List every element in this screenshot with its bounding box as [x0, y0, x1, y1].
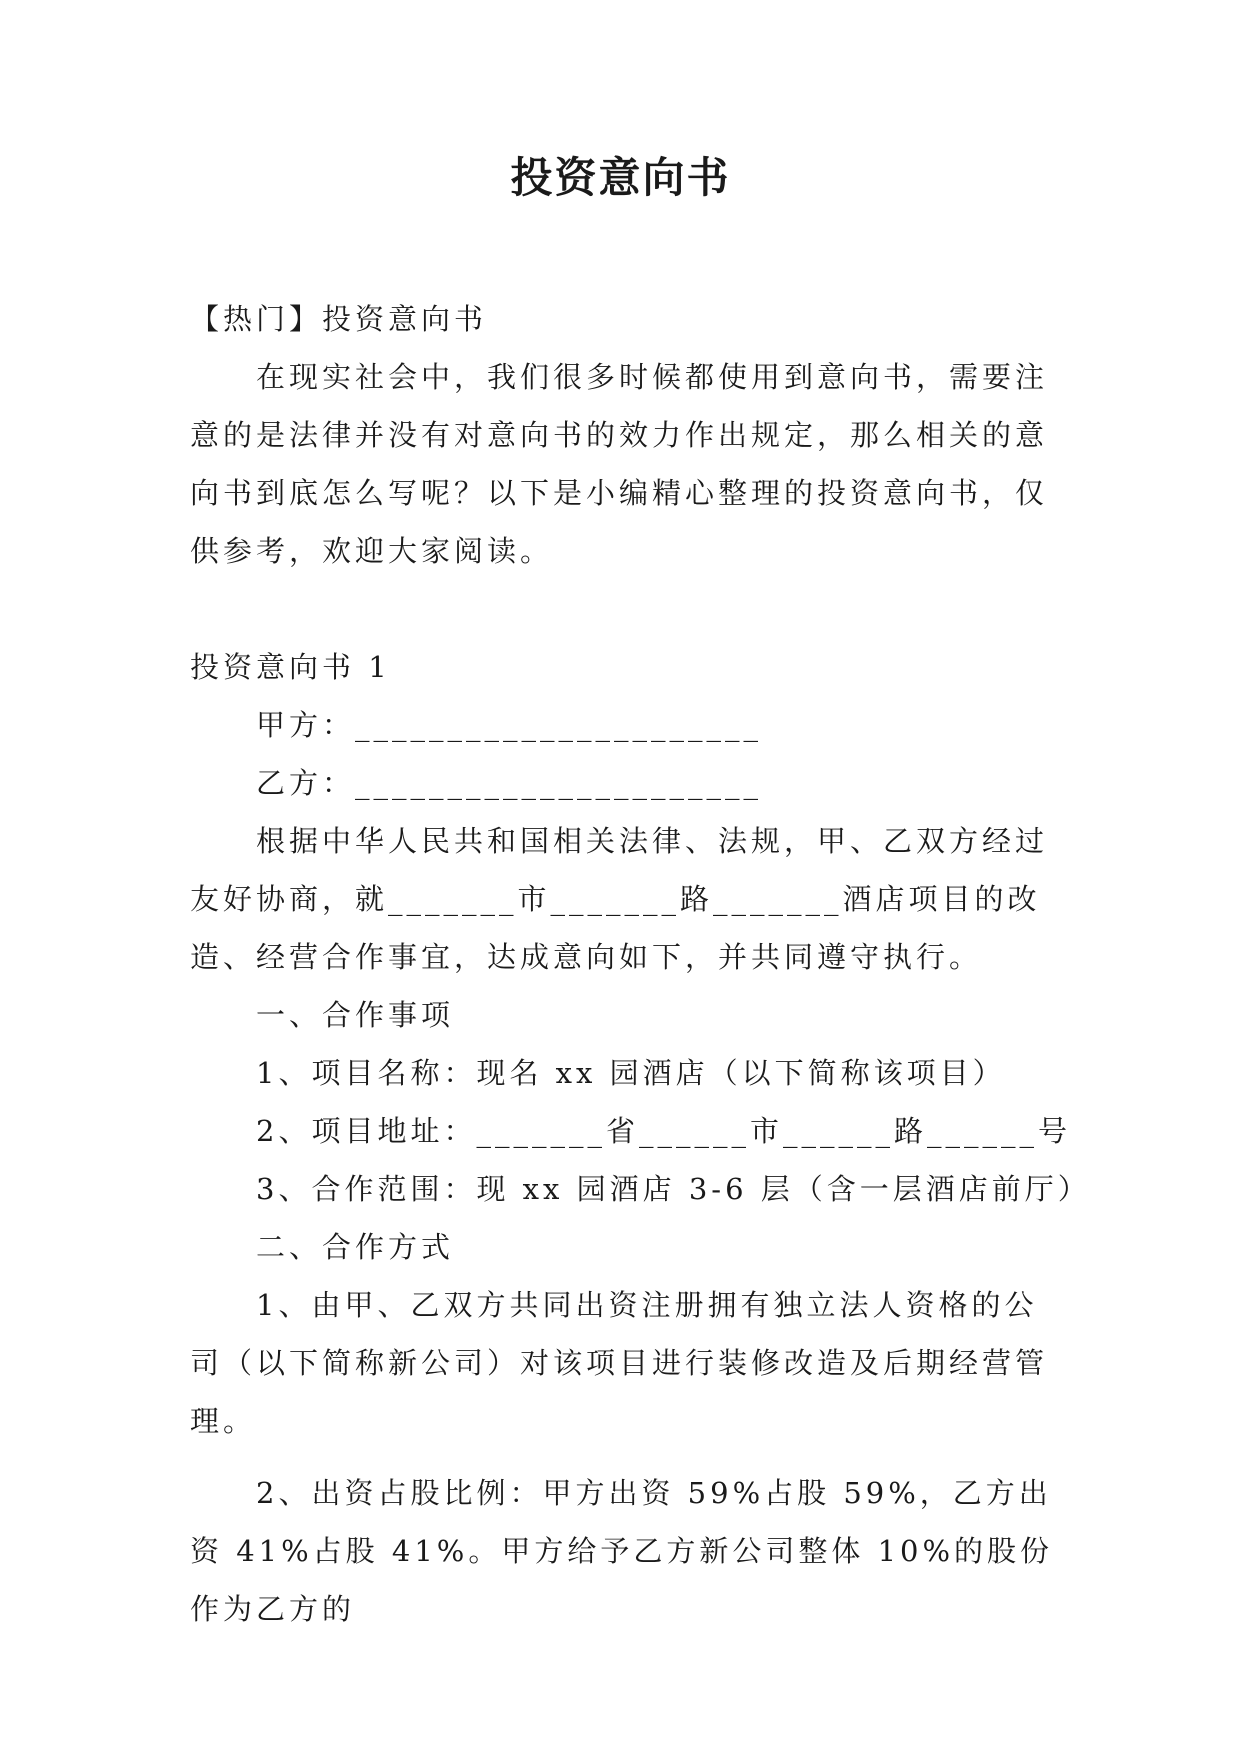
item-equity-ratio: 2、出资占股比例：甲方出资 59%占股 59%，乙方出资 41%占股 41%。甲方给予乙方新公司整体 10%的股份作为乙方的 — [190, 1476, 1054, 1626]
heading-cooperation-method: 二、合作方式 — [256, 1230, 455, 1264]
document-body — [190, 290, 1091, 1638]
item-cooperation-scope: 3、合作范围：现 xx 园酒店 3-6 层（含一层酒店前厅） — [256, 1172, 1091, 1206]
section-heading: 投资意向书 1 — [190, 650, 391, 684]
item-project-name: 1、项目名称：现名 xx 园酒店（以下简称该项目） — [256, 1056, 1006, 1090]
paragraph-spacer — [190, 580, 1070, 638]
party-a-line: 甲方：______________________ — [256, 708, 763, 742]
party-b-line: 乙方：______________________ — [256, 766, 763, 800]
lead-heading: 【热门】投资意向书 — [190, 302, 488, 336]
heading-cooperation-matters: 一、合作事项 — [256, 998, 455, 1032]
item-joint-company: 1、由甲、乙双方共同出资注册拥有独立法人资格的公司（以下简称新公司）对该项目进行装修改造及后期经营管理。 — [190, 1288, 1049, 1438]
intro-paragraph: 在现实社会中，我们很多时候都使用到意向书，需要注意的是法律并没有对意向书的效力作出规定，那么相关的意向书到底怎么写呢？以下是小编精心整理的投资意向书，仅供参考，欢迎大家阅读。 — [190, 360, 1049, 568]
preamble-paragraph: 根据中华人民共和国相关法律、法规，甲、乙双方经过友好协商，就_______市_______路_______酒店项目的改造、经营合作事宜，达成意向如下，并共同遵守执行。 — [190, 824, 1049, 974]
item-project-address: 2、项目地址：_______省______市______路______号 — [256, 1114, 1071, 1148]
paragraph-spacer-small — [190, 1450, 1070, 1464]
document-title: 投资意向书 — [510, 153, 731, 202]
